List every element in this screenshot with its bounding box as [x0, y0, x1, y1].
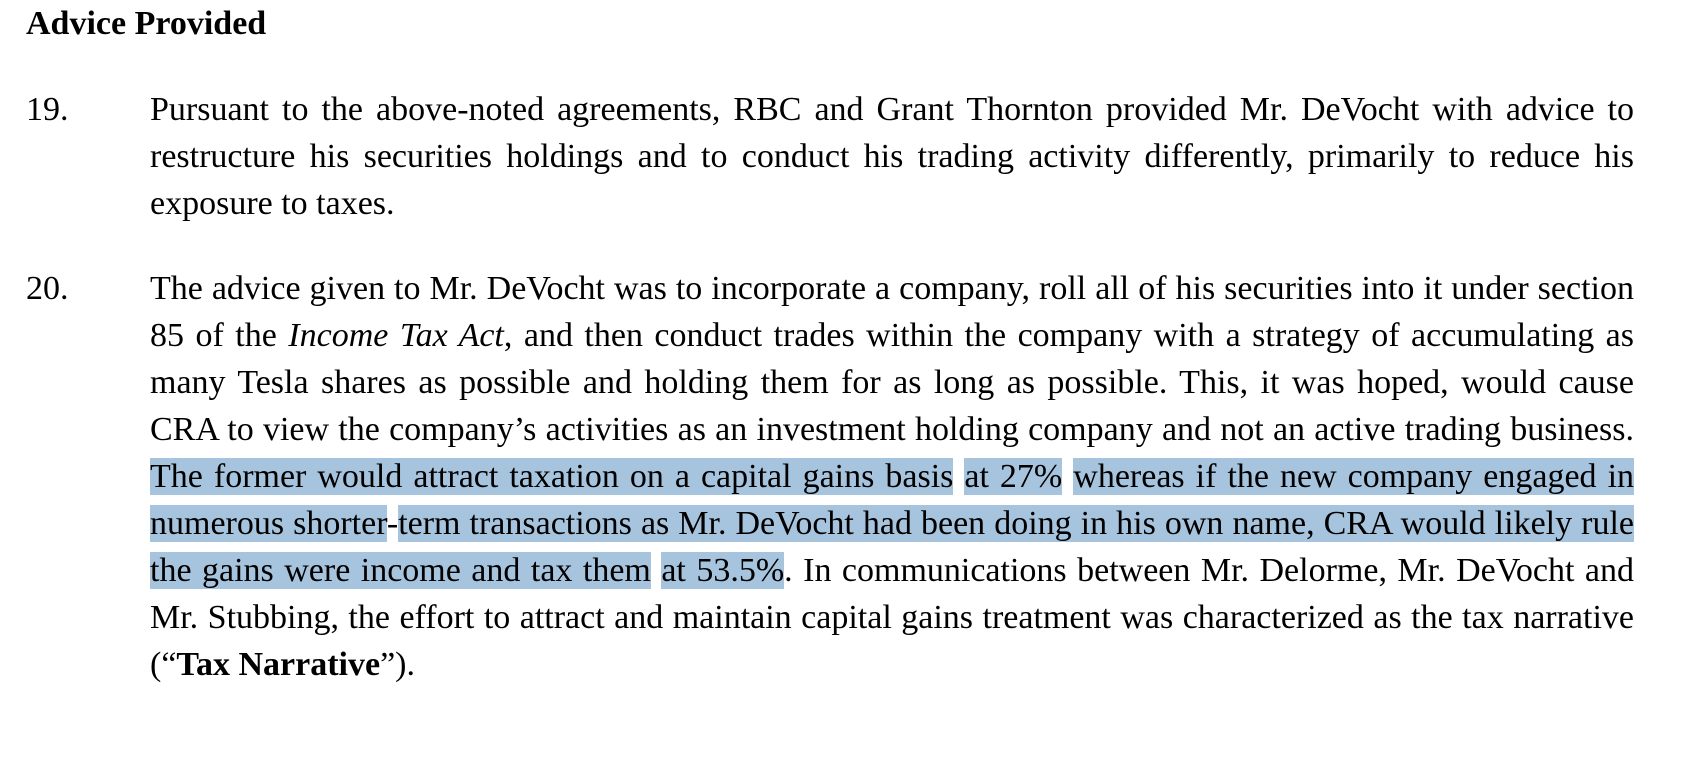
text-segment — [1062, 458, 1073, 495]
text-segment: . In communications between Mr. Delorme, Mr. DeVocht and Mr. Stubbing, the effort to attract and maintain capital gains treatment was characterized as the tax narrative (“ — [150, 552, 1634, 683]
paragraph-number: 20. — [26, 270, 69, 307]
paragraph-text: Pursuant to the above-noted agreements, RBC and Grant Thornton provided Mr. DeVocht with advice to restructure his securities holdings and to conduct his trading activity differently, primarily to reduce his exposure to taxes. — [150, 91, 1634, 222]
highlighted-text[interactable]: term transactions as Mr. DeVocht had been doing in his own name, CRA would likely rule the gains were income and tax them — [150, 505, 1634, 589]
highlighted-text[interactable]: at 53.5% — [661, 552, 785, 589]
text-segment: , and then conduct trades within the company with a strategy of accumulating as many Tesla shares as possible and holding them for as long as possible. This, it was hoped, would cause CRA to view the company’s activities as an investment holding company and not an active trading business. — [150, 317, 1635, 448]
paragraph-number: 19. — [26, 91, 69, 128]
text-segment: The advice given to Mr. DeVocht was to incorporate a company, roll all of his securities into it under section 85 of the — [150, 270, 1634, 354]
document-page — [26, 0, 1664, 688]
highlighted-text[interactable]: The former would attract taxation on a capital gains basis — [150, 458, 954, 495]
act-title: Income Tax Act — [288, 317, 504, 354]
highlighted-text[interactable]: whereas if the new company engaged in numerous shorter — [150, 458, 1635, 542]
paragraph-20 — [26, 265, 1664, 688]
text-segment — [651, 552, 661, 589]
paragraph-text — [150, 265, 1634, 688]
text-segment: ”). — [380, 646, 415, 683]
defined-term: Tax Narrative — [176, 646, 381, 683]
text-segment: - — [386, 505, 399, 542]
highlighted-text[interactable]: at 27% — [964, 458, 1063, 495]
text-segment — [953, 458, 964, 495]
paragraph-19 — [26, 86, 1664, 227]
section-heading: Advice Provided — [26, 5, 267, 42]
